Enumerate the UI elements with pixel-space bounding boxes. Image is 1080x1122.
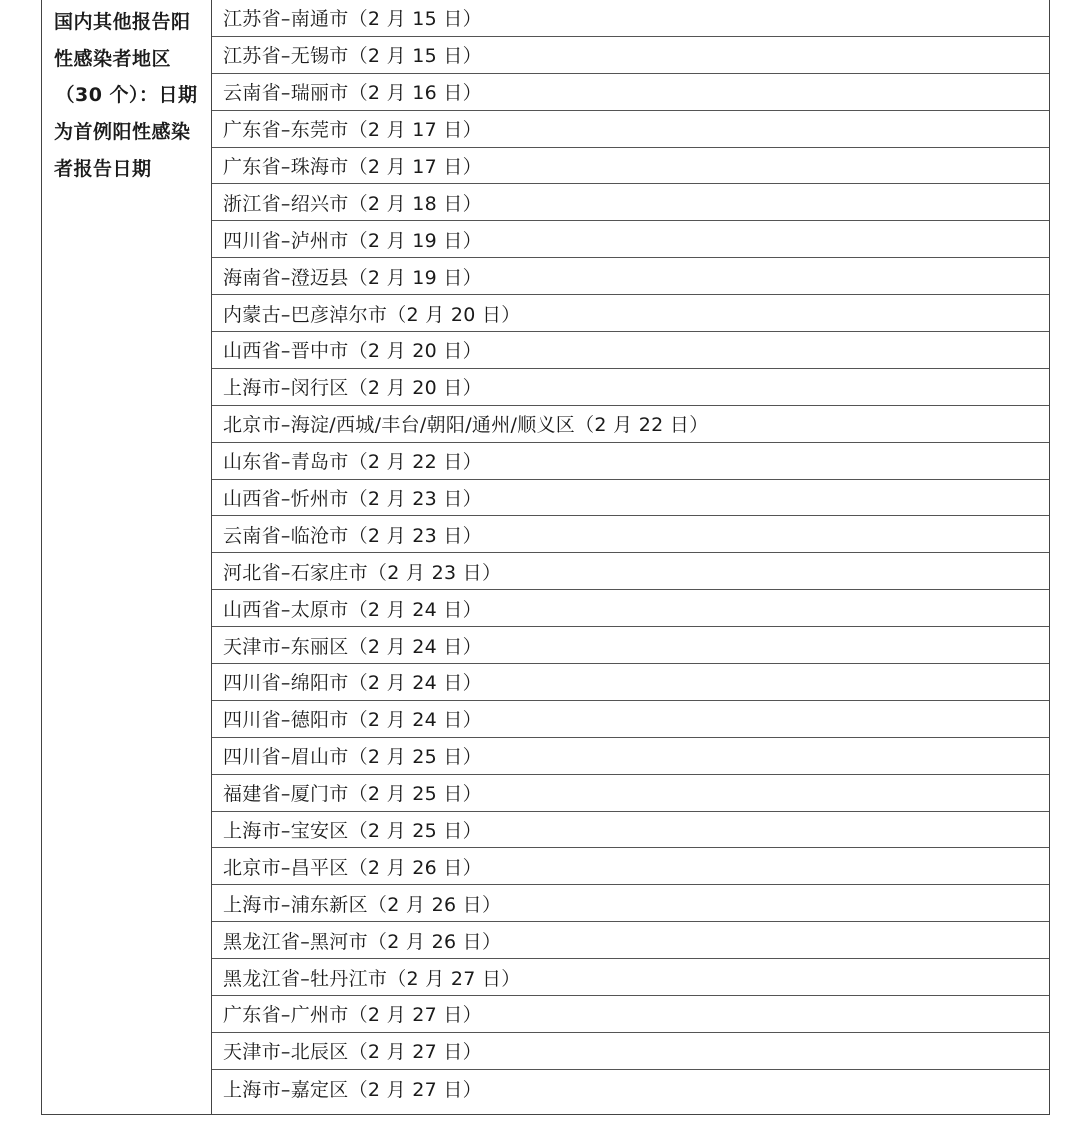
table-row: 天津市–东丽区（2 月 24 日）: [212, 627, 1049, 664]
table-row: 黑龙江省–牡丹江市（2 月 27 日）: [212, 959, 1049, 996]
table-row: 山东省–青岛市（2 月 22 日）: [212, 443, 1049, 480]
table-row: 四川省–泸州市（2 月 19 日）: [212, 221, 1049, 258]
header-line: （30 个）：日期: [55, 84, 198, 107]
header-line: 为首例阳性感染: [54, 121, 191, 144]
table-row: 上海市–宝安区（2 月 25 日）: [212, 812, 1049, 849]
table-row: 江苏省–南通市（2 月 15 日）: [212, 0, 1049, 37]
header-line: 国内其他报告阳: [54, 11, 191, 33]
row-header-cell: [42, 0, 212, 1114]
table-row: 海南省–澄迈县（2 月 19 日）: [212, 258, 1049, 295]
table-row: 广东省–珠海市（2 月 17 日）: [212, 148, 1049, 185]
table-row: 四川省–眉山市（2 月 25 日）: [212, 738, 1049, 775]
table-row: 云南省–瑞丽市（2 月 16 日）: [212, 74, 1049, 111]
table-row: 广东省–东莞市（2 月 17 日）: [212, 111, 1049, 148]
table-row: 上海市–嘉定区（2 月 27 日）: [223, 1078, 482, 1101]
table-row: 北京市–海淀/西城/丰台/朝阳/通州/顺义区（2 月 22 日）: [212, 406, 1049, 443]
table-row: 云南省–临沧市（2 月 23 日）: [212, 516, 1049, 553]
table-row: 上海市–闵行区（2 月 20 日）: [212, 369, 1049, 406]
table-row: 四川省–绵阳市（2 月 24 日）: [212, 664, 1049, 701]
table-row: 内蒙古–巴彦淖尔市（2 月 20 日）: [212, 295, 1049, 332]
table-row: 浙江省–绍兴市（2 月 18 日）: [212, 184, 1049, 221]
header-line: 性感染者地区: [54, 47, 172, 70]
table-row: 山西省–晋中市（2 月 20 日）: [212, 332, 1049, 369]
table-row: 山西省–太原市（2 月 24 日）: [212, 590, 1049, 627]
table-row: 福建省–厦门市（2 月 25 日）: [212, 775, 1049, 812]
region-list: [212, 0, 1049, 1114]
table-row: 山西省–忻州市（2 月 23 日）: [212, 480, 1049, 517]
table-row: 上海市–浦东新区（2 月 26 日）: [212, 885, 1049, 922]
table-row: 北京市–昌平区（2 月 26 日）: [212, 848, 1049, 885]
regions-table: [41, 0, 1050, 1115]
table-row: 广东省–广州市（2 月 27 日）: [212, 996, 1049, 1033]
table-row: 黑龙江省–黑河市（2 月 26 日）: [212, 922, 1049, 959]
table-row: 江苏省–无锡市（2 月 15 日）: [212, 37, 1049, 74]
table-row: 天津市–北辰区（2 月 27 日）: [212, 1033, 1049, 1070]
table-row: 四川省–德阳市（2 月 24 日）: [212, 701, 1049, 738]
header-line: 者报告日期: [54, 157, 152, 180]
table-row: 河北省–石家庄市（2 月 23 日）: [212, 553, 1049, 590]
